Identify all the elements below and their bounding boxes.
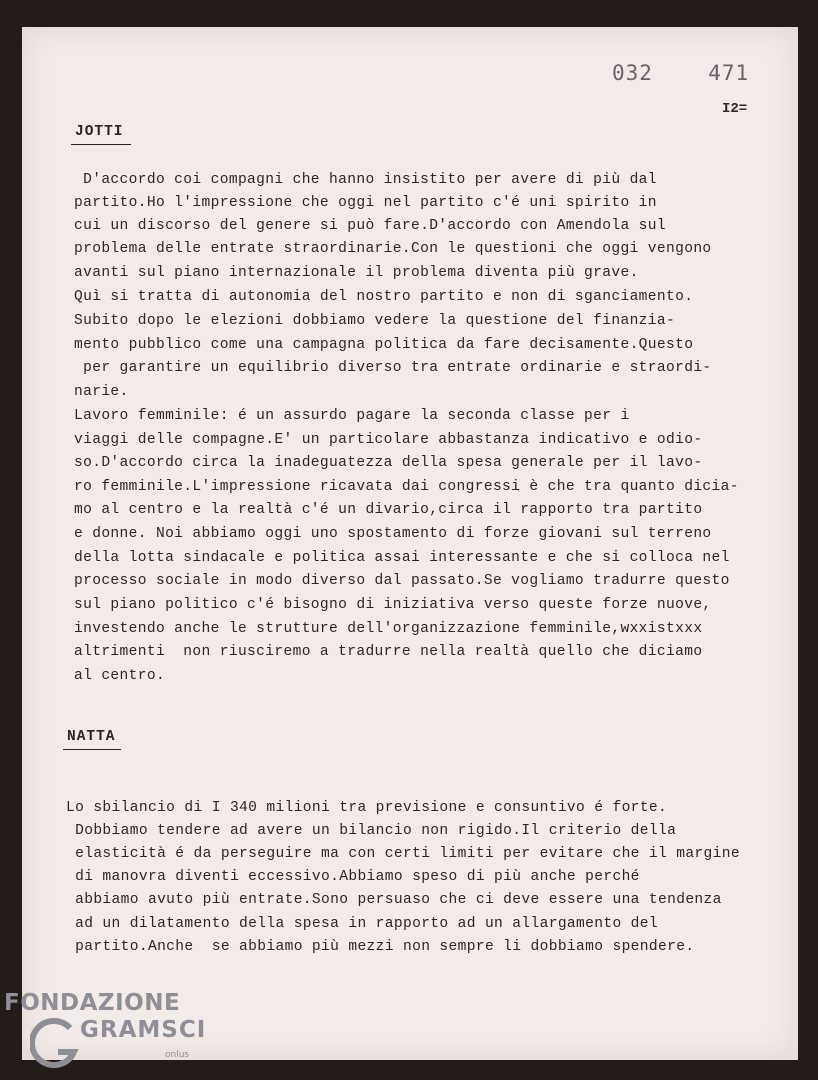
text-line: Dobbiamo tendere ad avere un bilancio non rigido.Il criterio della — [66, 823, 677, 839]
text-line: processo sociale in modo diverso dal passato.Se vogliamo tradurre questo — [74, 573, 730, 589]
text-line: Subito dopo le elezioni dobbiamo vedere la questione del finanzia- — [74, 313, 676, 329]
text-line: Lo sbilancio di I 340 milioni tra previsione e consuntivo é forte. — [66, 800, 668, 816]
speaker-heading-jotti: JOTTI — [75, 124, 124, 140]
text-line: cui un discorso del genere si può fare.D'accordo con Amendola sul — [74, 218, 666, 234]
text-line: al centro. — [74, 668, 166, 684]
archive-number: 032 471 — [612, 61, 750, 85]
text-line: mento pubblico come una campagna politica da fare decisamente.Questo — [74, 337, 694, 353]
text-line: abbiamo avuto più entrate.Sono persuaso che ci deve essere una tendenza — [66, 892, 722, 908]
text-line: so.D'accordo circa la inadeguatezza della spesa generale per il lavo- — [74, 455, 703, 471]
text-line: partito.Anche se abbiamo più mezzi non sempre li dobbiamo spendere. — [66, 939, 695, 955]
text-line: avanti sul piano internazionale il problema diventa più grave. — [74, 265, 639, 281]
text-line: Lavoro femminile: é un assurdo pagare la seconda classe per i — [74, 408, 630, 424]
text-line: viaggi delle compagne.E' un particolare abbastanza indicativo e odio- — [74, 432, 703, 448]
text-line: problema delle entrate straordinarie.Con le questioni che oggi vengono — [74, 241, 712, 257]
text-line: elasticità é da perseguire ma con certi limiti per evitare che il margine — [66, 846, 740, 862]
text-line: sul piano politico c'é bisogno di iniziativa verso queste forze nuove, — [74, 597, 712, 613]
text-line: di manovra diventi eccessivo.Abbiamo speso di più anche perché — [66, 869, 640, 885]
text-line: della lotta sindacale e politica assai interessante e che si colloca nel — [74, 550, 730, 566]
text-line: per garantire un equilibrio diverso tra entrate ordinarie e straordi- — [74, 360, 712, 376]
text-line: partito.Ho l'impressione che oggi nel partito c'é uni spirito in — [74, 195, 657, 211]
page-number: I2= — [722, 101, 748, 117]
text-line: D'accordo coi compagni che hanno insistito per avere di più dal — [74, 172, 657, 188]
text-line: narie. — [74, 384, 129, 400]
text-line: ad un dilatamento della spesa in rapporto ad un allargamento del — [66, 916, 658, 932]
text-line: ro femminile.L'impressione ricavata dai congressi è che tra quanto dicia- — [74, 479, 739, 495]
watermark-onlus: onlus — [165, 1050, 190, 1060]
text-line: investendo anche le strutture dell'organizzazione femminile,wxxistxxx — [74, 621, 703, 637]
text-line: mo al centro e la realtà c'é un divario,circa il rapporto tra partito — [74, 502, 703, 518]
watermark-fondazione: FONDAZIONE — [4, 990, 181, 1016]
text-line: e donne. Noi abbiamo oggi uno spostamento di forze giovani sul terreno — [74, 526, 712, 542]
text-line: altrimenti non riusciremo a tradurre nella realtà quello che diciamo — [74, 644, 703, 660]
text-line: Quì si tratta di autonomia del nostro partito e non di sganciamento. — [74, 289, 694, 305]
gramsci-logo-icon — [30, 1018, 80, 1070]
speaker-heading-natta: NATTA — [67, 729, 116, 745]
watermark-gramsci: GRAMSCI — [80, 1017, 207, 1043]
